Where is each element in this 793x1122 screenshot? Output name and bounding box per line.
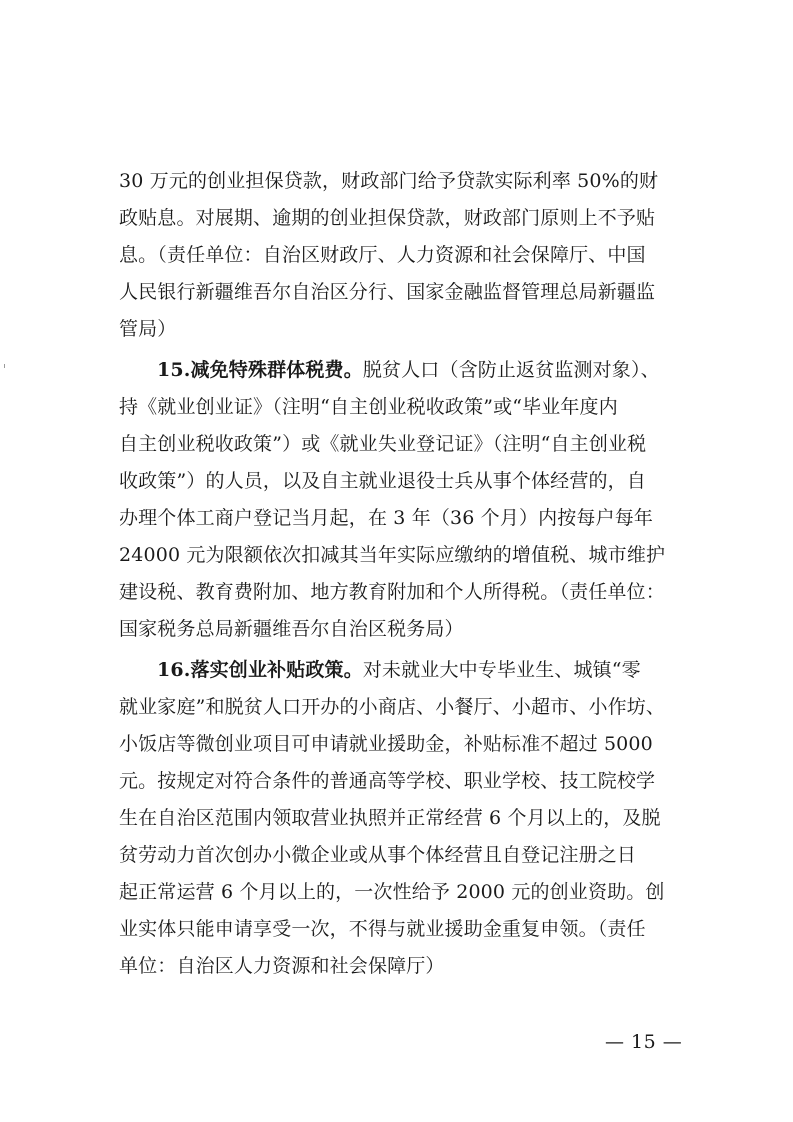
text-line: 30 万元的创业担保贷款，财政部门给予贷款实际利率 50%的财 bbox=[119, 170, 659, 192]
text-line: 国家税务总局新疆维吾尔自治区税务局） bbox=[119, 618, 464, 640]
text-line: 起正常运营 6 个月以上的，一次性给予 2000 元的创业资助。创 bbox=[119, 881, 665, 903]
section-15-first-line bbox=[157, 356, 660, 384]
text-line: 办理个体工商户登记当月起，在 3 年（36 个月）内按每户每年 bbox=[119, 507, 654, 529]
section-16-heading: 16.落实创业补贴政策。 bbox=[157, 659, 363, 681]
text-line: 建设税、教育费附加、地方教育附加和个人所得税。（责任单位： bbox=[119, 581, 665, 603]
text-line: 贫劳动力首次创办小微企业或从事个体经营且自登记注册之日 bbox=[119, 844, 637, 866]
text-line: 管局） bbox=[119, 318, 177, 340]
text-line: 单位：自治区人力资源和社会保障厅） bbox=[119, 955, 445, 977]
text-line: 持《就业创业证》（注明“自主创业税收政策”或“毕业年度内 bbox=[119, 396, 618, 418]
section-16-first-line bbox=[157, 656, 641, 684]
text-line: 收政策”）的人员，以及自主就业退役士兵从事个体经营的，自 bbox=[119, 470, 646, 492]
text-line: 业实体只能申请享受一次，不得与就业援助金重复申领。（责任 bbox=[119, 918, 646, 940]
page-number: — 15 — bbox=[605, 1031, 683, 1053]
text-line: 政贴息。对展期、逾期的创业担保贷款，财政部门原则上不予贴 bbox=[119, 207, 656, 229]
text-line: 小饭店等微创业项目可申请就业援助金，补贴标准不超过 5000 bbox=[119, 733, 653, 755]
text-line: 息。（责任单位：自治区财政厅、人力资源和社会保障厅、中国 bbox=[119, 244, 646, 266]
scan-margin-mark bbox=[4, 364, 5, 368]
section-15-heading: 15.减免特殊群体税费。 bbox=[157, 359, 363, 381]
text-line: 元。按规定对符合条件的普通高等学校、职业学校、技工院校学 bbox=[119, 770, 656, 792]
text-line: 生在自治区范围内领取营业执照并正常经营 6 个月以上的，及脱 bbox=[119, 807, 661, 829]
section-16-first-line-text: 对未就业大中专毕业生、城镇“零 bbox=[362, 659, 641, 681]
section-15-first-line-text: 脱贫人口（含防止返贫监测对象）、 bbox=[362, 359, 660, 381]
text-line: 就业家庭”和脱贫人口开办的小商店、小餐厅、小超市、小作坊、 bbox=[119, 696, 666, 718]
text-line: 自主创业税收政策”）或《就业失业登记证》（注明“自主创业税 bbox=[119, 433, 647, 455]
text-line: 人民银行新疆维吾尔自治区分行、国家金融监督管理总局新疆监 bbox=[119, 281, 656, 303]
text-line: 24000 元为限额依次扣减其当年实际应缴纳的增值税、城市维护 bbox=[119, 544, 666, 566]
